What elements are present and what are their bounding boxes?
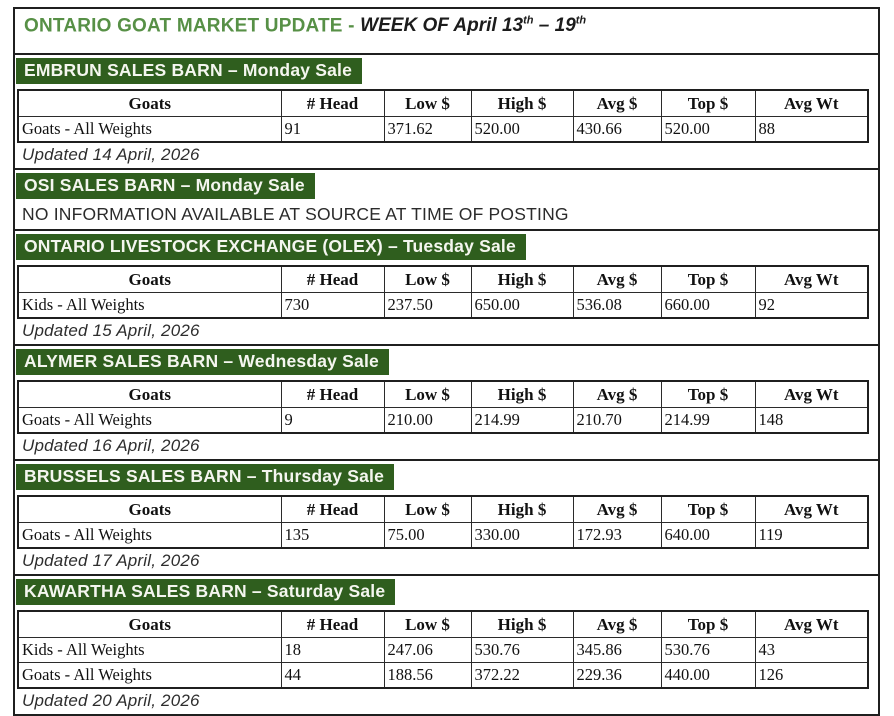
market-table <box>17 495 869 549</box>
section-bar-row <box>16 578 864 610</box>
column-header: Avg $ <box>573 496 661 523</box>
column-header: Avg Wt <box>755 266 868 293</box>
column-header: Top $ <box>661 611 755 638</box>
value-cell: 44 <box>281 663 384 689</box>
value-cell: 536.08 <box>573 293 661 319</box>
updated-date: Updated 14 April, 2026 <box>22 145 200 165</box>
value-cell: 188.56 <box>384 663 471 689</box>
category-cell: Goats - All Weights <box>18 408 281 434</box>
column-header: Low $ <box>384 381 471 408</box>
value-cell: 237.50 <box>384 293 471 319</box>
value-cell: 372.22 <box>471 663 573 689</box>
value-cell: 730 <box>281 293 384 319</box>
market-table <box>17 610 869 689</box>
value-cell: 126 <box>755 663 868 689</box>
value-cell: 520.00 <box>471 117 573 143</box>
column-header: High $ <box>471 381 573 408</box>
column-header: # Head <box>281 90 384 117</box>
column-header: Goats <box>18 381 281 408</box>
column-header: Avg $ <box>573 90 661 117</box>
category-cell: Goats - All Weights <box>18 523 281 549</box>
section-title-bar: EMBRUN SALES BARN – Monday Sale <box>16 58 362 84</box>
updated-date: Updated 17 April, 2026 <box>22 551 200 571</box>
section-bar-row <box>16 233 864 265</box>
value-cell: 530.76 <box>471 638 573 663</box>
section-title-bar: KAWARTHA SALES BARN – Saturday Sale <box>16 579 395 605</box>
sections-container <box>13 53 880 716</box>
category-cell: Goats - All Weights <box>18 117 281 143</box>
section-bar-row <box>16 348 864 380</box>
table-header-row <box>18 90 868 117</box>
updated-date: Updated 16 April, 2026 <box>22 436 200 456</box>
value-cell: 640.00 <box>661 523 755 549</box>
value-cell: 330.00 <box>471 523 573 549</box>
value-cell: 119 <box>755 523 868 549</box>
column-header: Avg Wt <box>755 611 868 638</box>
value-cell: 660.00 <box>661 293 755 319</box>
column-header: Goats <box>18 90 281 117</box>
column-header: Goats <box>18 496 281 523</box>
table-header-row <box>18 496 868 523</box>
value-cell: 18 <box>281 638 384 663</box>
column-header: High $ <box>471 90 573 117</box>
section-title-bar: OSI SALES BARN – Monday Sale <box>16 173 315 199</box>
sales-section <box>13 574 880 716</box>
column-header: Top $ <box>661 266 755 293</box>
column-header: Low $ <box>384 266 471 293</box>
value-cell: 91 <box>281 117 384 143</box>
page-title: ONTARIO GOAT MARKET UPDATE - <box>24 15 361 37</box>
section-bar-row <box>16 57 864 89</box>
value-cell: 520.00 <box>661 117 755 143</box>
category-cell: Goats - All Weights <box>18 663 281 689</box>
table-row <box>18 523 868 549</box>
value-cell: 88 <box>755 117 868 143</box>
column-header: Goats <box>18 266 281 293</box>
value-cell: 650.00 <box>471 293 573 319</box>
column-header: # Head <box>281 266 384 293</box>
table-row <box>18 117 868 143</box>
value-cell: 75.00 <box>384 523 471 549</box>
column-header: Avg $ <box>573 611 661 638</box>
week-text: WEEK OF April 13 <box>360 15 524 37</box>
value-cell: 214.99 <box>471 408 573 434</box>
column-header: Top $ <box>661 90 755 117</box>
value-cell: 210.70 <box>573 408 661 434</box>
value-cell: 430.66 <box>573 117 661 143</box>
value-cell: 92 <box>755 293 868 319</box>
value-cell: 530.76 <box>661 638 755 663</box>
updated-date: Updated 15 April, 2026 <box>22 321 200 341</box>
value-cell: 247.06 <box>384 638 471 663</box>
market-table <box>17 380 869 434</box>
column-header: Low $ <box>384 496 471 523</box>
section-title-bar: ONTARIO LIVESTOCK EXCHANGE (OLEX) – Tuesday Sale <box>16 234 526 260</box>
column-header: Low $ <box>384 90 471 117</box>
table-row <box>18 408 868 434</box>
column-header: Avg Wt <box>755 496 868 523</box>
value-cell: 229.36 <box>573 663 661 689</box>
sales-section <box>13 229 880 346</box>
column-header: Top $ <box>661 381 755 408</box>
market-table <box>17 265 869 319</box>
column-header: High $ <box>471 266 573 293</box>
sales-section <box>13 459 880 576</box>
column-header: Top $ <box>661 496 755 523</box>
section-bar-row <box>16 172 864 204</box>
column-header: # Head <box>281 611 384 638</box>
table-header-row <box>18 611 868 638</box>
category-cell: Kids - All Weights <box>18 638 281 663</box>
section-bar-row <box>16 463 864 495</box>
table-row <box>18 293 868 319</box>
sales-section <box>13 168 880 231</box>
week-dash: – 19 <box>533 15 576 37</box>
value-cell: 43 <box>755 638 868 663</box>
title-box <box>13 7 880 55</box>
page-title-week <box>360 15 586 36</box>
column-header: Avg $ <box>573 381 661 408</box>
value-cell: 135 <box>281 523 384 549</box>
value-cell: 172.93 <box>573 523 661 549</box>
sales-section <box>13 53 880 170</box>
table-header-row <box>18 381 868 408</box>
section-title-bar: BRUSSELS SALES BARN – Thursday Sale <box>16 464 394 490</box>
column-header: # Head <box>281 381 384 408</box>
value-cell: 148 <box>755 408 868 434</box>
value-cell: 371.62 <box>384 117 471 143</box>
section-title-bar: ALYMER SALES BARN – Wednesday Sale <box>16 349 389 375</box>
column-header: Goats <box>18 611 281 638</box>
updated-date: Updated 20 April, 2026 <box>22 691 200 711</box>
column-header: Avg Wt <box>755 90 868 117</box>
value-cell: 210.00 <box>384 408 471 434</box>
column-header: # Head <box>281 496 384 523</box>
ordinal-suffix: th <box>523 15 534 27</box>
column-header: High $ <box>471 496 573 523</box>
column-header: Low $ <box>384 611 471 638</box>
market-table <box>17 89 869 143</box>
ordinal-suffix: th <box>575 15 587 27</box>
value-cell: 214.99 <box>661 408 755 434</box>
column-header: Avg Wt <box>755 381 868 408</box>
column-header: High $ <box>471 611 573 638</box>
value-cell: 440.00 <box>661 663 755 689</box>
table-header-row <box>18 266 868 293</box>
value-cell: 345.86 <box>573 638 661 663</box>
table-row <box>18 638 868 663</box>
value-cell: 9 <box>281 408 384 434</box>
column-header: Avg $ <box>573 266 661 293</box>
category-cell: Kids - All Weights <box>18 293 281 319</box>
no-information-notice: NO INFORMATION AVAILABLE AT SOURCE AT TIME OF POSTING <box>22 204 569 225</box>
sales-section <box>13 344 880 461</box>
